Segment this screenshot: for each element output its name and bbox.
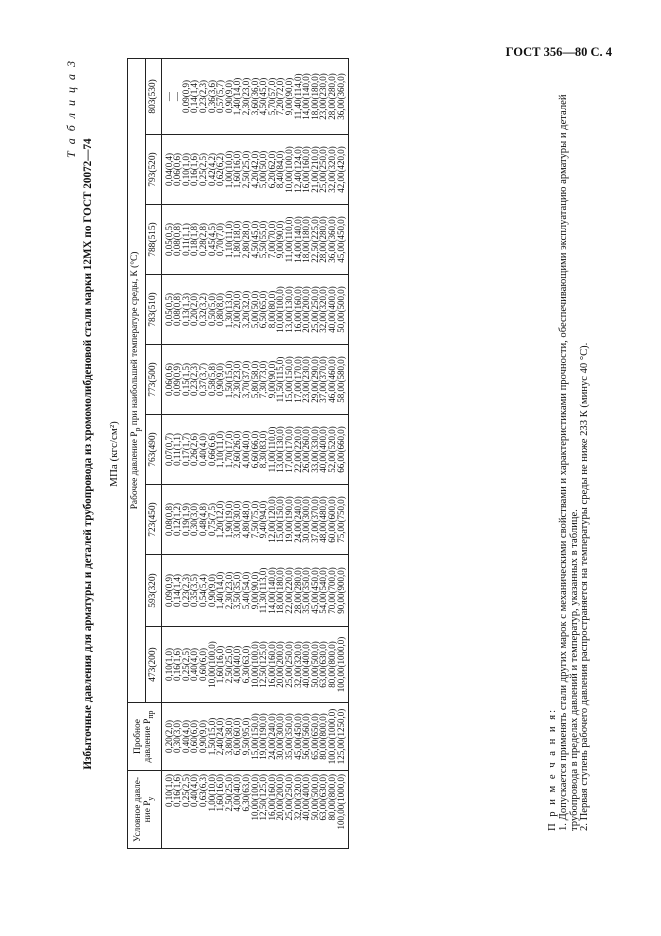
table-cell: 4,50(45,0) — [258, 77, 269, 116]
table-cell: 0,45(4,5) — [206, 223, 217, 256]
table-cell: 19,00(190,0) — [284, 496, 294, 543]
table-cell: 40,00(400,0) — [301, 641, 312, 688]
table-cell: 2,30(23,0) — [241, 77, 252, 116]
table-cell: 10,00(100,0) — [275, 286, 286, 333]
table-cell: 100,00(1000,0) — [326, 708, 337, 765]
table-cell: 17,00(170,0) — [284, 426, 294, 473]
table-cell: 66,00(660,0) — [335, 426, 346, 473]
table-cell: 0,14(1,4) — [189, 79, 200, 113]
table-cell: 2,50(25,0) — [223, 774, 234, 812]
table-cell: 0,25(2,5) — [180, 648, 191, 681]
table-cell: 5,00(50,0) — [258, 150, 269, 189]
table-cell: 4,50(45,0) — [249, 220, 260, 259]
table-cell: 0,40(4,0) — [189, 648, 200, 681]
table-cell: 25,00(250,0) — [309, 286, 320, 333]
table-cell: 0,11(1,1) — [172, 433, 183, 466]
table-cell: 22,00(220,0) — [292, 426, 303, 473]
table-column — [161, 555, 348, 627]
table-cell: 0,05(0,5) — [163, 293, 174, 326]
table-cell: 0,30(3,0) — [189, 503, 200, 536]
table-cell: 11,50(115,0) — [275, 356, 286, 403]
table-cell: 0,17(1,7) — [180, 433, 191, 466]
header-temp: 793(520) — [146, 135, 161, 205]
table-cell: 0,35(3,5) — [189, 574, 200, 607]
table-cell: 26,00(260,0) — [301, 426, 312, 473]
table-cell: 2,40(24,0) — [215, 717, 226, 756]
table-cell: 4,00(40,0) — [232, 774, 243, 812]
header-temp: 788(515) — [146, 205, 161, 275]
header-temp: 773(500) — [146, 345, 161, 415]
table-cell: 80,00(800,0) — [326, 774, 337, 821]
table-cell: 36,00(360,0) — [335, 73, 346, 120]
table-cell: 40,00(400,0) — [318, 426, 329, 473]
table-cell: 32,00(320,0) — [292, 774, 303, 821]
table-cell: 46,00(460,0) — [326, 356, 337, 403]
header-temp: 783(510) — [146, 275, 161, 345]
table-cell: 4,00(40,0) — [232, 645, 243, 684]
table-cell: 25,00(250,0) — [284, 641, 294, 688]
table-cell: 0,60(6,0) — [189, 720, 200, 753]
table-cell: 24,00(240,0) — [292, 496, 303, 543]
table-cell: 16,00(160,0) — [292, 286, 303, 333]
table-column — [161, 58, 348, 134]
table-cell: 32,00(320,0) — [326, 146, 337, 193]
table-cell: 45,00(450,0) — [292, 713, 303, 760]
table-cell: 0,16(1,6) — [172, 648, 183, 681]
header-temp: 763(490) — [146, 415, 161, 485]
table-cell: 4,00(40,0) — [241, 430, 252, 469]
table-cell: 54,00(540,0) — [318, 567, 329, 614]
table-cell: 0,25(2,5) — [180, 774, 191, 807]
table-cell: 0,06(0,6) — [172, 153, 183, 186]
table-cell: 14,00(140,0) — [292, 216, 303, 263]
table-cell: 90,00(900,0) — [335, 567, 346, 614]
table-cell: 1,50(15,0) — [223, 360, 234, 399]
table-cell: 32,00(320,0) — [292, 641, 303, 688]
table-column — [161, 771, 348, 849]
table-cell: 1,00(10,0) — [223, 150, 234, 189]
table-cell: 28,00(280,0) — [292, 567, 303, 614]
table-cell: 35,00(350,0) — [284, 713, 294, 760]
table-cell: 20,00(200,0) — [275, 774, 286, 821]
table-cell: 45,00(450,0) — [309, 567, 320, 614]
table-cell: 3,60(36,0) — [249, 77, 260, 116]
table-cell: 6,60(66,0) — [249, 430, 260, 469]
table-cell: 56,00(560,0) — [301, 713, 312, 760]
table-cell: 6,30(63,0) — [241, 645, 252, 684]
header-test-pressure: Пробное давление $P_{пр}$ — [128, 703, 162, 771]
table-cell: 0,10(1,0) — [163, 648, 174, 681]
table-column — [161, 627, 348, 703]
table-cell: 0,16(1,6) — [189, 153, 200, 186]
table-cell: 10,00(100,0) — [249, 641, 260, 688]
table-cell: 0,08(0,8) — [172, 293, 183, 326]
table-column — [161, 345, 348, 415]
table-cell: 36,00(360,0) — [326, 216, 337, 263]
table-cell: 10,00(100,0) — [284, 146, 294, 193]
rotated-table-block — [62, 59, 630, 849]
table-cell: 0,06(0,6) — [163, 363, 174, 396]
table-cell: — — [163, 91, 174, 101]
note-1: 1. Допускается применять стали других марок с механическими свойствами и характеристиками прочности, обеспечивающими эксплуатацию арматуры и деталей трубопровода в пределах давлений и температур, указанных в таблице. — [557, 94, 580, 831]
table-cell: 0,36(3,6) — [206, 79, 217, 113]
header-temp: 593(320) — [146, 555, 161, 627]
table-cell: 0,90(9,0) — [223, 79, 234, 113]
table-cell: 18,00(180,0) — [275, 567, 286, 614]
table-cell: 15,00(150,0) — [249, 713, 260, 760]
header-temp: 723(450) — [146, 485, 161, 555]
table-cell: 7,00(70,0) — [266, 220, 277, 259]
table-cell: 6,30(63,0) — [241, 774, 252, 812]
table-cell: 6,50(65,0) — [258, 290, 269, 329]
table-cell: 0,10(1,0) — [180, 153, 191, 186]
table-cell: 0,04(0,4) — [163, 153, 174, 186]
table-cell: 0,75(7,5) — [206, 503, 217, 536]
table-cell: 0,20(2,0) — [163, 720, 174, 753]
table-cell: 10,00(100,0) — [206, 641, 217, 688]
header-working-pressure: Рабочее давление $P_р$ при наибольшей температуре среды, К (°С) — [128, 58, 146, 702]
table-cell: 1,40(14,0) — [215, 571, 226, 610]
table-cell: 28,00(280,0) — [318, 216, 329, 263]
table-cell: 63,00(630,0) — [318, 774, 329, 821]
table-cell: 0,16(1,6) — [172, 774, 183, 807]
table-cell: 0,09(0,9) — [180, 79, 191, 113]
table-cell: 12,50(125,0) — [258, 774, 269, 821]
table-cell: 0,15(1,5) — [180, 363, 191, 396]
table-cell: 0,13(1,3) — [180, 293, 191, 326]
table-cell: 11,00(110,0) — [266, 426, 277, 473]
table-cell: 0,25(2,5) — [198, 153, 209, 186]
table-cell: 80,00(800,0) — [318, 713, 329, 760]
table-cell: 0,09(0,9) — [163, 574, 174, 607]
header-temp: 473(200) — [146, 627, 161, 703]
table-cell: 40,00(400,0) — [301, 774, 312, 821]
table-cell: 37,00(370,0) — [309, 496, 320, 543]
table-cell: 1,60(16,0) — [232, 150, 243, 189]
table-cell: 0,10(1,0) — [163, 774, 174, 807]
table-cell: 0,66(6,6) — [206, 433, 217, 466]
table-cell: 0,54(5,4) — [198, 574, 209, 607]
table-cell: 35,00(350,0) — [301, 567, 312, 614]
table-cell: 0,11(1,1) — [180, 223, 191, 256]
table-cell: 0,57(5,7) — [215, 79, 226, 113]
table-cell: 1,60(16,0) — [215, 774, 226, 812]
table-unit: МПа (кгс/см²) — [108, 421, 120, 487]
table-cell: 8,30(83,0) — [258, 430, 269, 469]
table-cell: 23,00(230,0) — [301, 356, 312, 403]
note-2: 2. Первая ступень рабочего давления распространяется на температуры среды не ниже 233 К (минус 40 °С). — [579, 342, 591, 831]
table-cell: 28,00(280,0) — [326, 73, 337, 120]
table-cell: 1,50(15,0) — [206, 717, 217, 756]
table-cell: 7,50(75,0) — [249, 500, 260, 539]
table-cell: 19,00(190,0) — [258, 713, 269, 760]
table-cell: 0,40(4,0) — [198, 433, 209, 466]
table-cell: 0,40(4,0) — [189, 774, 200, 807]
table-cell: 2,50(25,0) — [241, 150, 252, 189]
table-cell: 0,19(1,9) — [180, 503, 191, 536]
table-cell: 6,20(62,0) — [266, 150, 277, 189]
table-cell: 45,00(450,0) — [335, 216, 346, 263]
table-cell: 0,80(8,0) — [215, 293, 226, 326]
table-cell: 16,00(160,0) — [266, 641, 277, 688]
table-cell: 12,00(120,0) — [266, 496, 277, 543]
table-cell: 16,00(160,0) — [266, 774, 277, 821]
table-cell: 40,00(400,0) — [326, 286, 337, 333]
table-cell: 0,23(2,3) — [189, 363, 200, 396]
table-cell: 70,00(700,0) — [326, 567, 337, 614]
table-cell: 0,50(5,0) — [206, 293, 217, 326]
table-cell: 17,00(170,0) — [292, 356, 303, 403]
table-cell: 75,00(750,0) — [335, 496, 346, 543]
table-cell: 0,63(6,3) — [198, 774, 209, 807]
table-cell: 23,00(230,0) — [318, 73, 329, 120]
table-cell: 0,05(0,5) — [163, 223, 174, 256]
table-cell: 0,62(6,2) — [215, 153, 226, 186]
table-cell: 30,00(300,0) — [275, 713, 286, 760]
table-cell: 0,08(0,8) — [163, 503, 174, 536]
table-cell: 3,20(32,0) — [241, 290, 252, 329]
table-cell: 22,00(220,0) — [284, 567, 294, 614]
table-cell: 12,40(124,0) — [292, 146, 303, 193]
table-cell: 20,00(200,0) — [275, 641, 286, 688]
table-column — [161, 275, 348, 345]
table-cell: 1,00(10,0) — [206, 774, 217, 812]
table-cell: 2,80(28,0) — [241, 220, 252, 259]
table-cell: 63,00(630,0) — [318, 641, 329, 688]
table-cell: 14,00(140,0) — [301, 73, 312, 120]
table-cell: 0,90(9,0) — [206, 574, 217, 607]
table-cell: 2,00(20,0) — [232, 290, 243, 329]
table-cell: 0,30(3,0) — [172, 720, 183, 753]
table-cell: 5,00(50,0) — [249, 290, 260, 329]
table-cell: 0,23(2,3) — [180, 574, 191, 607]
table-cell: 0,07(0,7) — [163, 433, 174, 466]
table-cell: 0,90(9,0) — [198, 720, 209, 753]
table-column — [161, 703, 348, 771]
table-cell: 6,00(60,0) — [232, 717, 243, 756]
table-number: Т а б л и ц а 3 — [64, 59, 78, 158]
table-cell: 80,00(800,0) — [326, 641, 337, 688]
table-cell: 1,20(12,0) — [215, 500, 226, 539]
table-cell: 125,00(1250,0) — [335, 708, 346, 765]
table-cell: 29,00(290,0) — [309, 356, 320, 403]
table-cell: 5,40(54,0) — [241, 571, 252, 610]
table-column — [161, 485, 348, 555]
table-notes — [548, 59, 591, 849]
table-cell: 9,40(94,0) — [258, 500, 269, 539]
header-nominal-pressure: Условное давле-ние $P_у$ — [128, 771, 162, 849]
table-cell: 0,90(9,0) — [215, 363, 226, 396]
table-cell: 0,70(7,0) — [215, 223, 226, 256]
table-cell: 1,70(17,0) — [223, 430, 234, 469]
table-cell: 3,50(35,0) — [232, 571, 243, 610]
table-cell: 18,00(180,0) — [301, 216, 312, 263]
table-cell: 0,14(1,4) — [172, 574, 183, 607]
table-cell: 15,00(150,0) — [275, 496, 286, 543]
table-cell: 20,00(200,0) — [301, 286, 312, 333]
table-cell: 2,30(23,0) — [223, 571, 234, 610]
table-cell: 21,00(210,0) — [309, 146, 320, 193]
table-cell: 8,00(80,0) — [266, 290, 277, 329]
table-cell: 25,00(250,0) — [284, 774, 294, 821]
table-cell: 0,48(4,8) — [198, 503, 209, 536]
table-column — [161, 135, 348, 205]
table-cell: 9,00(90,0) — [284, 77, 294, 116]
table-cell: 0,37(3,7) — [198, 363, 209, 396]
table-cell: 1,80(18,0) — [232, 220, 243, 259]
table-cell: 0,32(3,2) — [198, 293, 209, 326]
table-cell: 2,30(23,0) — [232, 360, 243, 399]
table-cell: 30,00(300,0) — [301, 496, 312, 543]
table-cell: 12,50(125,0) — [258, 641, 269, 688]
table-cell: 9,00(90,0) — [275, 220, 286, 259]
table-cell: 25,00(250,0) — [318, 146, 329, 193]
table-cell: 0,20(2,0) — [189, 293, 200, 326]
table-column — [161, 415, 348, 485]
table-cell: 33,00(330,0) — [309, 426, 320, 473]
table-cell: 50,00(500,0) — [309, 774, 320, 821]
table-cell: 7,30(73,0) — [258, 360, 269, 399]
table-cell: 2,60(26,0) — [232, 430, 243, 469]
table-cell: 0,08(0,8) — [172, 223, 183, 256]
table-cell: 37,00(370,0) — [318, 356, 329, 403]
table-cell: 58,00(580,0) — [335, 356, 346, 403]
table-cell: 4,20(42,0) — [249, 150, 260, 189]
table-cell: 1,60(16,0) — [215, 645, 226, 684]
table-cell: 5,50(55,0) — [258, 220, 269, 259]
table-cell: 24,00(240,0) — [266, 713, 277, 760]
table-cell: 65,00(650,0) — [309, 713, 320, 760]
table-cell: 0,58(5,8) — [206, 363, 217, 396]
table-cell: 14,00(140,0) — [266, 567, 277, 614]
table-cell: 2,50(25,0) — [223, 645, 234, 684]
table-cell: 3,70(37,0) — [241, 360, 252, 399]
table-cell: 50,00(500,0) — [335, 286, 346, 333]
table-column — [161, 205, 348, 275]
table-cell: 42,00(420,0) — [335, 146, 346, 193]
table-cell: 13,00(130,0) — [275, 426, 286, 473]
table-cell: — — [172, 91, 183, 101]
table-cell: 52,00(520,0) — [326, 426, 337, 473]
table-cell: 18,00(180,0) — [309, 73, 320, 120]
header-temp: 803(530) — [146, 58, 161, 134]
table-cell: 1,10(11,0) — [215, 430, 226, 469]
table-cell: 9,00(90,0) — [266, 360, 277, 399]
table-cell: 32,00(320,0) — [318, 286, 329, 333]
table-cell: 4,80(48,0) — [241, 500, 252, 539]
table-cell: 7,20(72,0) — [275, 77, 286, 116]
table-cell: 8,40(84,0) — [275, 150, 286, 189]
table-cell: 10,00(100,0) — [249, 774, 260, 821]
table-cell: 13,00(130,0) — [284, 286, 294, 333]
table-cell: 0,28(2,8) — [198, 223, 209, 256]
page-header: ГОСТ 356—80 С. 4 — [505, 45, 612, 59]
table-cell: 22,50(225,0) — [309, 216, 320, 263]
pressure-table — [127, 58, 349, 849]
table-cell: 3,00(30,0) — [232, 500, 243, 539]
table-cell: 0,12(1,2) — [172, 503, 183, 536]
table-cell: 0,26(2,6) — [189, 433, 200, 466]
table-cell: 16,00(160,0) — [301, 146, 312, 193]
table-cell: 60,00(600,0) — [326, 496, 337, 543]
table-cell: 50,00(500,0) — [309, 641, 320, 688]
table-cell: 1,30(13,0) — [223, 290, 234, 329]
table-cell: 15,00(150,0) — [284, 356, 294, 403]
table-cell: 0,40(4,0) — [180, 720, 191, 753]
table-cell: 0,42(4,2) — [206, 153, 217, 186]
table-cell: 0,60(6,0) — [198, 648, 209, 681]
table-cell: 11,40(114,0) — [292, 73, 303, 120]
table-cell: 100,00(1000,0) — [335, 774, 346, 830]
table-cell: 11,30(113,0) — [258, 567, 269, 614]
table-cell: 1,10(11,0) — [223, 220, 234, 259]
table-cell: 0,23(2,3) — [198, 79, 209, 113]
table-cell: 5,70(57,0) — [266, 77, 277, 116]
table-cell: 0,18(1,8) — [189, 223, 200, 256]
table-cell: 9,50(95,0) — [241, 717, 252, 756]
table-cell: 48,00(480,0) — [318, 496, 329, 543]
table-caption: Избыточные давления для арматуры и деталей трубопровода из хромомолибденовой стали марки 12МХ по ГОСТ 20072—74 — [82, 138, 94, 770]
table-cell: 100,00(1000,0) — [335, 636, 346, 693]
table-cell: 11,00(110,0) — [284, 216, 294, 263]
table-cell: 5,80(58,0) — [249, 360, 260, 399]
table-cell: 1,40(14,0) — [232, 77, 243, 116]
table-cell: 0,09(0,9) — [172, 363, 183, 396]
notes-title: П р и м е ч а н и я: — [547, 707, 558, 831]
table-cell: 1,90(19,0) — [223, 500, 234, 539]
table-cell: 9,00(90,0) — [249, 571, 260, 610]
table-cell: 3,80(38,0) — [223, 717, 234, 756]
